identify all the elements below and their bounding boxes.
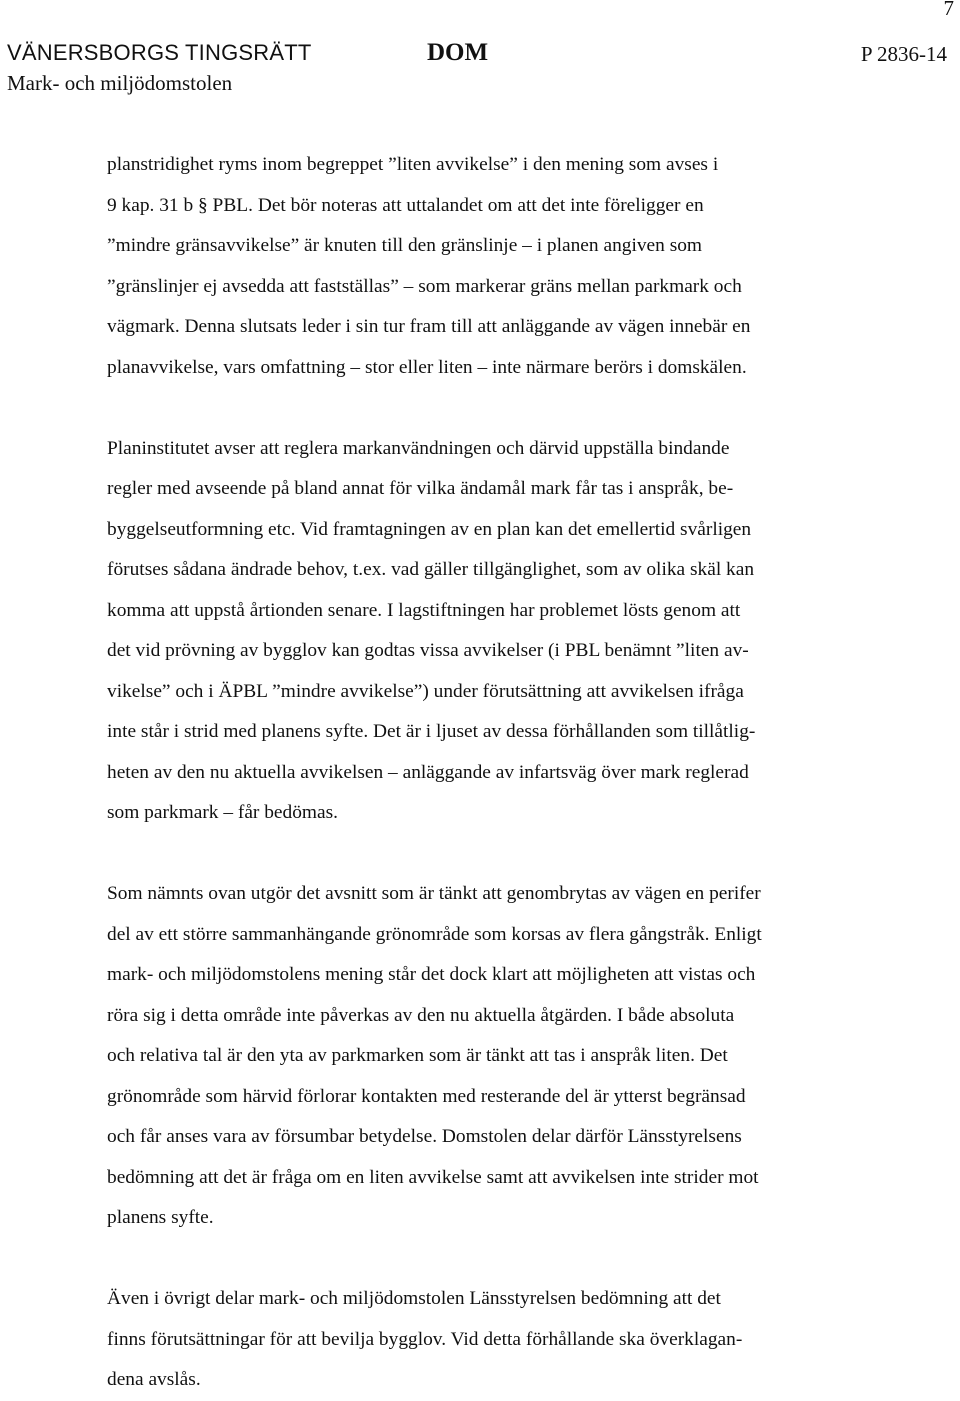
text-line: och relativa tal är den yta av parkmarken som är tänkt att tas i anspråk liten. Det [107,1045,728,1066]
paragraph-aven-i-ovrigt [107,1279,899,1401]
paragraph-som-namnts [107,874,899,1239]
text-line: finns förutsättningar för att bevilja bygglov. Vid detta förhållande ska överklagan- [107,1328,743,1350]
document-type: DOM [427,39,489,66]
text-line: förutses sådana ändrade behov, t.ex. vad gäller tillgänglighet, som av olika skäl kan [107,559,755,580]
text-line: 9 kap. 31 b § PBL. Det bör noteras att uttalandet om att det inte föreligger en [107,194,704,216]
text-line: ”mindre gränsavvikelse” är knuten till den gränslinje – i planen angiven som [107,235,703,256]
court-name: VÄNERSBORGS TINGSRÄTT [7,40,312,65]
document-body [107,145,899,1401]
text-line: del av ett större sammanhängande grönområde som korsas av flera gångstråk. Enligt [107,923,762,945]
text-line: vikelse” och i ÄPBL ”mindre avvikelse”) under förutsättning att avvikelsen ifråga [107,680,744,702]
text-line: och får anses vara av försumbar betydelse. Domstolen delar därför Länsstyrelsens [107,1126,742,1147]
court-department: Mark- och miljödomstolen [7,71,233,95]
text-line: komma att uppstå årtionden senare. I lagstiftningen har problemet lösts genom att [107,599,741,621]
text-line: Planinstitutet avser att reglera markanvändningen och därvid uppställa bindande [107,437,730,459]
text-line: Som nämnts ovan utgör det avsnitt som är tänkt att genombrytas av vägen en perifer [107,883,761,904]
text-line: röra sig i detta område inte påverkas av den nu aktuella åtgärden. I både absoluta [107,1004,735,1026]
page-number: 7 [943,0,954,20]
text-line: planens syfte. [107,1207,214,1228]
text-line: planstridighet ryms inom begreppet ”liten avvikelse” i den mening som avses i [107,154,719,175]
text-line: grönområde som härvid förlorar kontakten med resterande del är ytterst begränsad [107,1085,746,1107]
paragraph-planstridighet [107,145,899,388]
text-line: bedömning att det är fråga om en liten avvikelse samt att avvikelsen inte strider mot [107,1166,759,1188]
document-header [7,40,947,100]
text-line: byggelseutformning etc. Vid framtagningen av en plan kan det emellertid svårligen [107,518,752,540]
case-number: P 2836-14 [860,42,947,66]
text-line: heten av den nu aktuella avvikelsen – anläggande av infartsväg över mark reglerad [107,761,749,783]
text-line: regler med avseende på bland annat för vilka ändamål mark får tas i anspråk, be- [107,478,734,499]
text-line: mark- och miljödomstolens mening står det dock klart att möjligheten att vistas och [107,964,756,985]
text-line: som parkmark – får bedömas. [107,802,339,823]
text-line: Även i övrigt delar mark- och miljödomstolen Länsstyrelsen bedömning att det [107,1288,721,1309]
text-line: dena avslås. [107,1369,201,1390]
text-line: planavvikelse, vars omfattning – stor eller liten – inte närmare berörs i domskälen. [107,356,747,378]
text-line: ”gränslinjer ej avsedda att fastställas” – som markerar gräns mellan parkmark och [107,275,742,297]
text-line: det vid prövning av bygglov kan godtas vissa avvikelser (i PBL benämnt ”liten av- [107,640,749,661]
paragraph-planinstitutet [107,429,899,834]
text-line: vägmark. Denna slutsats leder i sin tur fram till att anläggande av vägen innebär en [107,316,751,337]
text-line: inte står i strid med planens syfte. Det är i ljuset av dessa förhållanden som tillåtlig- [107,721,756,742]
